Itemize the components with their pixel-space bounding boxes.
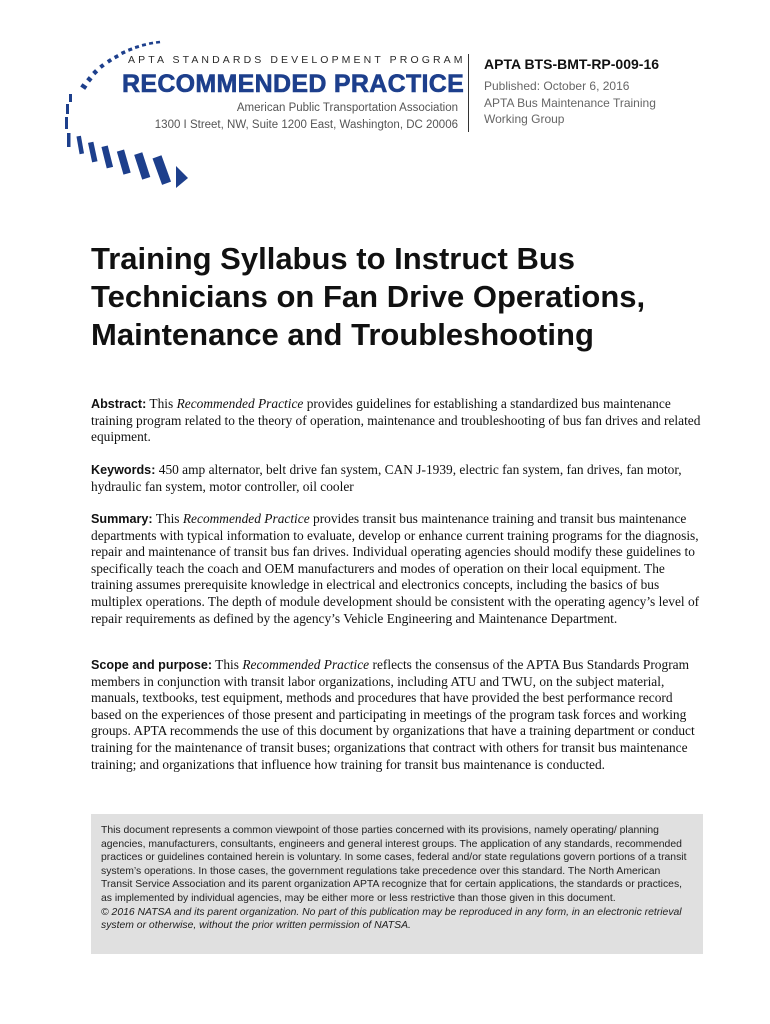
keywords-paragraph — [91, 462, 703, 495]
disclaimer-box — [91, 814, 703, 954]
scope-text: reflects the consensus of the APTA Bus Standards Program members in conjunction with transit labor organizations, including ATU and TWU, on the subject material, manuals, textbooks, test equipment, methods and procedures that have provided the best performance record based on the experiences of those present and participating in meetings of the program task forces and working groups. APTA recommends the use of this document by organizations that have a training department or conduct training for the maintenance of transit buses; organizations that contract with others for transit bus maintenance training; and organizations that influence how training for transit bus maintenance is conducted. — [91, 657, 695, 772]
working-group-line1: APTA Bus Maintenance Training — [484, 95, 656, 110]
summary-italic: Recommended Practice — [182, 511, 310, 526]
header-divider — [468, 54, 469, 132]
summary-text: provides transit bus maintenance training and transit bus maintenance departments with typical information to evaluate, develop or enhance current training programs for the diagnosis, repair and maintenance of transit bus fan drives. Individual operating agencies should modify these guidelines to specifically teach the coach and OEM manufacturers and modes of operation on their local equipment. The training assumes prerequisite knowledge in electrical and electronics concepts, including the basics of bus multiplex operations. The depth of module development should be consistent with the operating agency’s level of repair requirements as defined by the agency’s Vehicle Engineering and Maintenance Department. — [91, 511, 700, 626]
document-type-title: RECOMMENDED PRACTICE — [122, 70, 465, 98]
scope-italic: Recommended Practice — [242, 657, 370, 672]
title-line-1: Training Syllabus to Instruct Bus — [91, 241, 576, 276]
document-title — [91, 240, 711, 354]
title-line-2: Technicians on Fan Drive Operations, — [91, 279, 646, 314]
summary-label: Summary: — [91, 512, 153, 526]
scope-pre: This — [215, 657, 239, 672]
title-line-3: Maintenance and Troubleshooting — [91, 317, 594, 352]
keywords-label: Keywords: — [91, 463, 156, 477]
publication-info — [484, 78, 656, 128]
document-id: APTA BTS-BMT-RP-009-16 — [484, 56, 660, 72]
abstract-italic: Recommended Practice — [176, 396, 304, 411]
abstract-paragraph — [91, 396, 703, 446]
association-address: 1300 I Street, NW, Suite 1200 East, Washington, DC 20006 — [154, 119, 458, 131]
disclaimer-text: This document represents a common viewpoint of those parties concerned with its provisions, namely operating/ planning agencies, manufacturers, consultants, engineers and general interest groups. The application of any standards, recommended practices or guidelines contained herein is voluntary. In some cases, federal and/or state regulations govern portions of a transit system’s operations. In those cases, the government regulations take precedence over this standard. The North American Transit Service Association and its parent organization APTA recognize that for certain applications, the standards or practices, as implemented by individual agencies, may be either more or less restrictive than those given in this document. — [101, 825, 687, 904]
abstract-label: Abstract: — [91, 397, 147, 411]
keywords-text: 450 amp alternator, belt drive fan system, CAN J-1939, electric fan system, fan drives, fan motor, hydraulic fan system, motor controller, oil cooler — [91, 462, 682, 494]
summary-paragraph — [91, 511, 703, 627]
association-name: American Public Transportation Association — [236, 102, 458, 114]
program-label: APTA STANDARDS DEVELOPMENT PROGRAM — [128, 54, 466, 66]
copyright-notice: © 2016 NATSA and its parent organization. No part of this publication may be reproduced in any form, in an electronic retrieval system or otherwise, without the prior written permission of NATSA. — [101, 906, 682, 932]
scope-label: Scope and purpose: — [91, 658, 213, 672]
published-date: Published: October 6, 2016 — [484, 79, 630, 93]
summary-pre: This — [155, 511, 180, 526]
working-group-line2: Working Group — [484, 112, 565, 126]
association-block — [155, 100, 458, 134]
abstract-text: provides guidelines for establishing a standardized bus maintenance training program related to the theory of operation, maintenance and troubleshooting of bus fan drives and related equipment. — [91, 396, 701, 445]
abstract-pre: This — [149, 396, 174, 411]
scope-paragraph — [91, 657, 703, 773]
